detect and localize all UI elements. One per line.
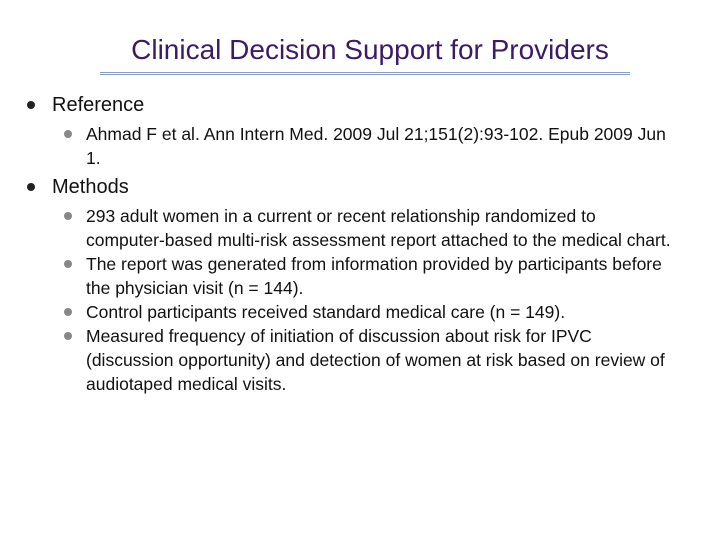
- sub-bullet-dot-icon: [64, 308, 72, 316]
- slide-title: Clinical Decision Support for Providers: [131, 34, 609, 65]
- list-item-text: Measured frequency of initiation of discussion about risk for IPVC (discussion opportunity) and detection of women at risk based on review of audiotaped medical visits.: [86, 326, 665, 394]
- list-item: [86, 252, 676, 300]
- sub-bullet-dot-icon: [64, 212, 72, 220]
- sub-bullet-dot-icon: [64, 332, 72, 340]
- list-item: [86, 324, 676, 396]
- list-item-text: Ahmad F et al. Ann Intern Med. 2009 Jul 21;151(2):93-102. Epub 2009 Jun 1.: [86, 124, 666, 168]
- bullet-dot-icon: [27, 101, 35, 109]
- section-methods: [0, 172, 720, 396]
- section-reference: [0, 90, 720, 170]
- list-item-text: Control participants received standard medical care (n = 149).: [86, 302, 566, 322]
- list-item: [86, 122, 676, 170]
- sub-bullet-list: [52, 204, 720, 396]
- title-divider: [100, 72, 630, 75]
- bullet-dot-icon: [27, 183, 35, 191]
- list-item: [86, 204, 676, 252]
- sub-bullet-dot-icon: [64, 260, 72, 268]
- list-item-text: 293 adult women in a current or recent relationship randomized to computer-based multi-risk assessment report attached to the medical chart.: [86, 206, 671, 250]
- section-heading: Methods: [52, 176, 129, 198]
- slide-body: [0, 90, 720, 396]
- list-item: [86, 300, 676, 324]
- bullet-list: [0, 90, 720, 396]
- section-heading: Reference: [52, 94, 145, 116]
- list-item-text: The report was generated from information provided by participants before the physician visit (n = 144).: [86, 254, 662, 298]
- sub-bullet-dot-icon: [64, 130, 72, 138]
- sub-bullet-list: [52, 122, 720, 170]
